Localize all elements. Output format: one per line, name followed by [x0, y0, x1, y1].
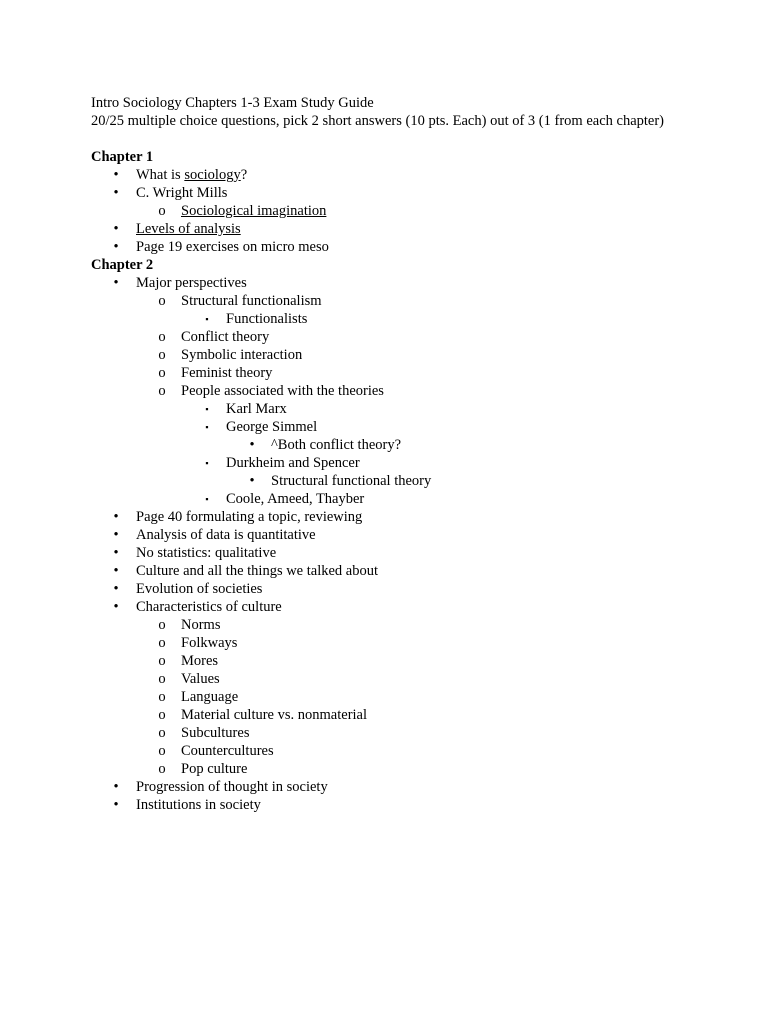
list-item [91, 652, 691, 670]
list-item [91, 400, 691, 418]
list-item [91, 796, 691, 814]
list-item [91, 292, 691, 310]
list-item [91, 724, 691, 742]
list-item [91, 760, 691, 778]
list-item-text: Evolution of societies [136, 581, 263, 597]
bullet-marker: • [113, 563, 119, 579]
list-item-text: Feminist theory [181, 365, 273, 381]
circle-marker: o [158, 383, 166, 399]
list-item-text: Functionalists [226, 311, 308, 327]
bullet-marker: • [113, 167, 119, 183]
square-marker: ▪ [205, 314, 209, 324]
list-item [91, 220, 691, 238]
list-item [91, 544, 691, 562]
list-item-text: Analysis of data is quantitative [136, 527, 316, 543]
square-marker: ▪ [205, 458, 209, 468]
sociology-link-text: sociology [184, 167, 241, 183]
list-item-text: Page 40 formulating a topic, reviewing [136, 509, 363, 525]
list-item [91, 580, 691, 598]
list-item-text: Material culture vs. nonmaterial [181, 707, 368, 723]
list-item-text: Structural functionalism [181, 293, 322, 309]
list-item-text [136, 166, 247, 184]
list-item-text: Pop culture [181, 761, 248, 777]
bullet-marker: • [113, 779, 119, 795]
list-item [91, 184, 691, 202]
list-item-text: Countercultures [181, 743, 274, 759]
list-item-text: Characteristics of culture [136, 599, 282, 615]
list-item [91, 670, 691, 688]
square-marker: ▪ [205, 404, 209, 414]
circle-marker: o [158, 707, 166, 723]
list-item [91, 328, 691, 346]
list-item [91, 616, 691, 634]
list-item [91, 274, 691, 292]
bullet-marker: • [113, 239, 119, 255]
list-item [91, 436, 691, 454]
list-item-text: Coole, Ameed, Thayber [226, 491, 365, 507]
circle-marker: o [158, 329, 166, 345]
list-item-text: Levels of analysis [136, 221, 241, 237]
list-item [91, 202, 691, 220]
list-item-text: Durkheim and Spencer [226, 455, 360, 471]
list-item [91, 472, 691, 490]
list-item-text: Language [181, 689, 239, 705]
list-item-text: Structural functional theory [271, 473, 432, 489]
bullet-marker: • [249, 437, 255, 453]
list-item-text: Norms [181, 617, 221, 633]
document-page [91, 94, 691, 814]
list-item [91, 364, 691, 382]
chapter-2-heading: Chapter 2 [91, 257, 154, 273]
circle-marker: o [158, 293, 166, 309]
bullet-marker: • [113, 509, 119, 525]
list-item-text: No statistics: qualitative [136, 545, 277, 561]
circle-marker: o [158, 617, 166, 633]
circle-marker: o [158, 203, 166, 219]
list-item-text: ^Both conflict theory? [271, 437, 402, 453]
list-item [91, 166, 691, 184]
list-item-text: Symbolic interaction [181, 347, 303, 363]
list-item-text: Karl Marx [226, 401, 287, 417]
list-item-text: Subcultures [181, 725, 250, 741]
list-item [91, 688, 691, 706]
bullet-marker: • [113, 797, 119, 813]
bullet-marker: • [113, 221, 119, 237]
square-marker: ▪ [205, 422, 209, 432]
list-item-text: Culture and all the things we talked about [136, 563, 379, 579]
list-item [91, 490, 691, 508]
exam-description: 20/25 multiple choice questions, pick 2 short answers (10 pts. Each) out of 3 (1 from each chapter) [91, 113, 664, 129]
list-item-text: Progression of thought in society [136, 779, 328, 795]
list-item-text: C. Wright Mills [136, 185, 228, 201]
list-item [91, 310, 691, 328]
circle-marker: o [158, 653, 166, 669]
circle-marker: o [158, 635, 166, 651]
list-item-text: Sociological imagination [181, 203, 327, 219]
list-item-text: Folkways [181, 635, 238, 651]
circle-marker: o [158, 689, 166, 705]
list-item-text: People associated with the theories [181, 383, 384, 399]
list-item [91, 706, 691, 724]
blank-line [91, 130, 691, 148]
circle-marker: o [158, 347, 166, 363]
bullet-marker: • [113, 527, 119, 543]
list-item-text: George Simmel [226, 419, 318, 435]
list-item [91, 562, 691, 580]
text-fragment: What is [136, 167, 185, 183]
list-item-text: Institutions in society [136, 797, 261, 813]
list-item [91, 346, 691, 364]
list-item [91, 526, 691, 544]
list-item [91, 598, 691, 616]
list-item [91, 418, 691, 436]
list-item-text: Values [181, 671, 220, 687]
list-item [91, 508, 691, 526]
circle-marker: o [158, 761, 166, 777]
document-title: Intro Sociology Chapters 1-3 Exam Study Guide [91, 95, 374, 111]
list-item-text: Conflict theory [181, 329, 270, 345]
list-item-text: Mores [181, 653, 219, 669]
circle-marker: o [158, 743, 166, 759]
list-item [91, 382, 691, 400]
list-item [91, 634, 691, 652]
bullet-marker: • [113, 185, 119, 201]
bullet-marker: • [113, 275, 119, 291]
list-item-text: Page 19 exercises on micro meso [136, 239, 329, 255]
text-fragment: ? [240, 167, 248, 183]
chapter-1-heading: Chapter 1 [91, 149, 154, 165]
list-item [91, 238, 691, 256]
circle-marker: o [158, 365, 166, 381]
circle-marker: o [158, 725, 166, 741]
list-item-text: Major perspectives [136, 275, 247, 291]
bullet-marker: • [113, 599, 119, 615]
circle-marker: o [158, 671, 166, 687]
bullet-marker: • [249, 473, 255, 489]
list-item [91, 778, 691, 796]
bullet-marker: • [113, 581, 119, 597]
list-item [91, 742, 691, 760]
bullet-marker: • [113, 545, 119, 561]
square-marker: ▪ [205, 494, 209, 504]
list-item [91, 454, 691, 472]
